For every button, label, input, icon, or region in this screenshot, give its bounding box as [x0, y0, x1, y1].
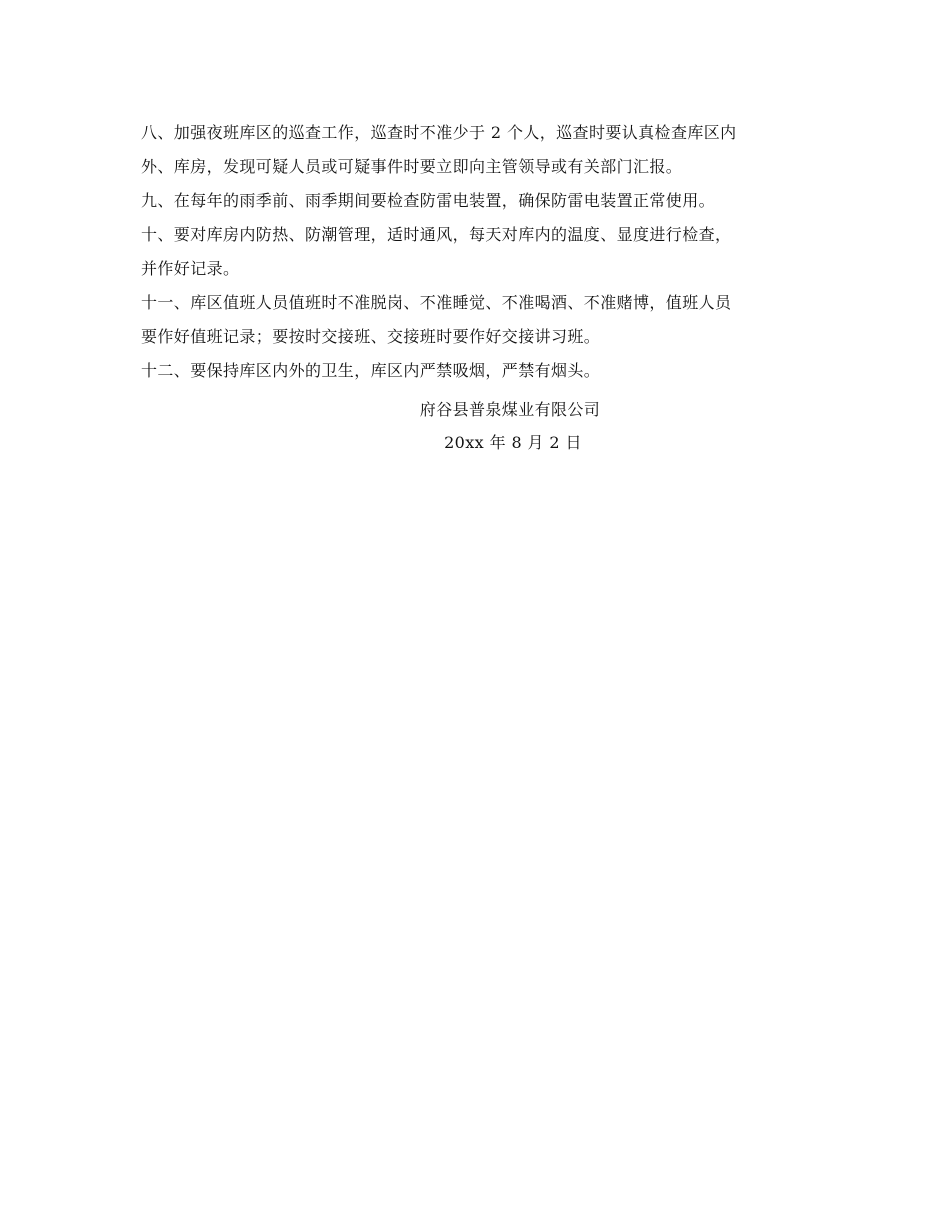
rule-item-11-line-1: 十一、库区值班人员值班时不准脱岗、不准睡觉、不准喝酒、不准赌博，值班人员 — [141, 293, 732, 312]
rule-item-8-line-1: 八、加强夜班库区的巡查工作，巡查时不准少于 2 个人，巡查时要认真检查库区内 — [141, 123, 737, 142]
signature-date: 20xx 年 8 月 2 日 — [444, 433, 582, 452]
rule-item-8-line-2: 外、库房，发现可疑人员或可疑事件时要立即向主管领导或有关部门汇报。 — [141, 157, 683, 176]
rule-item-12-line-1: 十二、要保持库区内外的卫生，库区内严禁吸烟，严禁有烟头。 — [141, 361, 601, 380]
signature-company: 府谷县普泉煤业有限公司 — [419, 400, 601, 419]
rule-item-12 — [141, 354, 813, 388]
rule-item-11 — [141, 286, 813, 354]
rule-item-10-line-2: 并作好记录。 — [141, 259, 240, 278]
rule-item-8 — [141, 116, 813, 184]
rule-item-11-line-2: 要作好值班记录；要按时交接班、交接班时要作好交接讲习班。 — [141, 327, 601, 346]
rule-item-9 — [141, 184, 813, 218]
document-body — [141, 116, 813, 388]
rule-item-9-line-1: 九、在每年的雨季前、雨季期间要检查防雷电装置，确保防雷电装置正常使用。 — [141, 191, 716, 210]
rule-item-10-line-1: 十、要对库房内防热、防潮管理，适时通风，每天对库内的温度、显度进行检查， — [141, 225, 732, 244]
rule-item-10 — [141, 218, 813, 286]
